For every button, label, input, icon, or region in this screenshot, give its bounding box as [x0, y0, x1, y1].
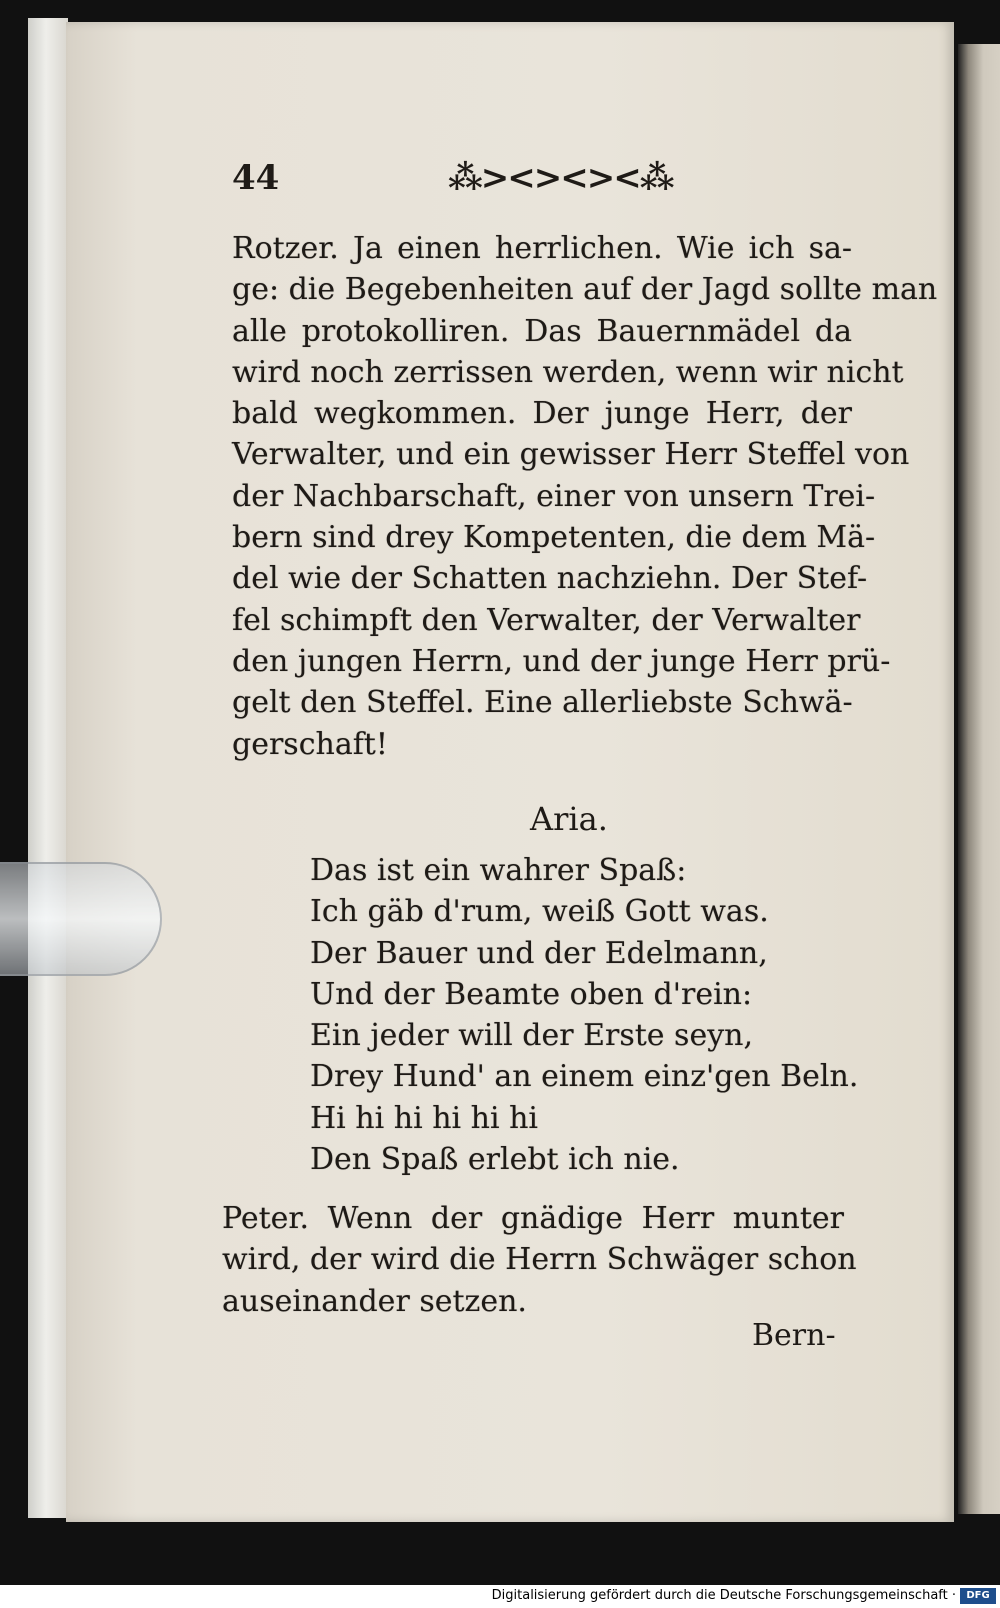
catchword: Bern-: [752, 1318, 836, 1353]
aria-title: Aria.: [530, 800, 608, 838]
prose-line: wird, der wird die Herrn Schwäger schon: [222, 1242, 857, 1278]
prose-line: fel schimpft den Verwalter, der Verwalter: [232, 602, 861, 638]
prose-line: del wie der Schatten nachziehn. Der Stef-: [232, 561, 868, 597]
verse-line: Das ist ein wahrer Spaß:: [310, 853, 687, 888]
verse-line: Ich gäb d'rum, weiß Gott was.: [310, 894, 769, 930]
verse-block: [310, 850, 858, 1180]
verse-line: Drey Hund' an einem einz'gen Beln.: [310, 1059, 859, 1095]
verse-line: Hi hi hi hi hi hi: [310, 1100, 539, 1136]
prose-block: [232, 228, 938, 765]
dfg-logo-icon: DFG: [960, 1588, 996, 1604]
prose-block-2: [222, 1198, 857, 1322]
prose-line: gerschaft!: [232, 726, 388, 762]
prose-line: auseinander setzen.: [222, 1283, 527, 1319]
facing-page-edge: [958, 44, 1000, 1514]
verse-line: Ein jeder will der Erste seyn,: [310, 1018, 754, 1054]
page-edges: [28, 18, 68, 1518]
footer-bar: [0, 1585, 1000, 1608]
footer-credit: Digitalisierung gefördert durch die Deutsche Forschungsgemeinschaft ·: [491, 1588, 956, 1603]
verse-line: Der Bauer und der Edelmann,: [310, 935, 768, 971]
prose-line: ge: die Begebenheiten auf der Jagd sollte man: [232, 272, 938, 308]
prose-line: Verwalter, und ein gewisser Herr Steffel von: [232, 437, 910, 473]
prose-line: bern sind drey Kompetenten, die dem Mä-: [232, 520, 876, 556]
prose-line: bald wegkommen. Der junge Herr, der: [232, 396, 852, 432]
prose-line: Rotzer. Ja einen herrlichen. Wie ich sa-: [232, 231, 852, 266]
prose-line: der Nachbarschaft, einer von unsern Trei-: [232, 478, 876, 514]
prose-line: den jungen Herrn, und der junge Herr prü-: [232, 643, 891, 679]
prose-line: wird noch zerrissen werden, wenn wir nicht: [232, 354, 904, 390]
prose-line: alle protokolliren. Das Bauernmädel da: [232, 313, 852, 349]
glass-clip: [0, 862, 162, 976]
page-number: 44: [232, 158, 280, 198]
prose-line: gelt den Steffel. Eine allerliebste Schwä-: [232, 685, 853, 721]
header-ornament: ⁂><><><⁂: [448, 158, 673, 198]
prose-line: Peter. Wenn der gnädige Herr munter: [222, 1201, 844, 1236]
verse-line: Den Spaß erlebt ich nie.: [310, 1142, 680, 1178]
verse-line: Und der Beamte oben d'rein:: [310, 976, 753, 1012]
